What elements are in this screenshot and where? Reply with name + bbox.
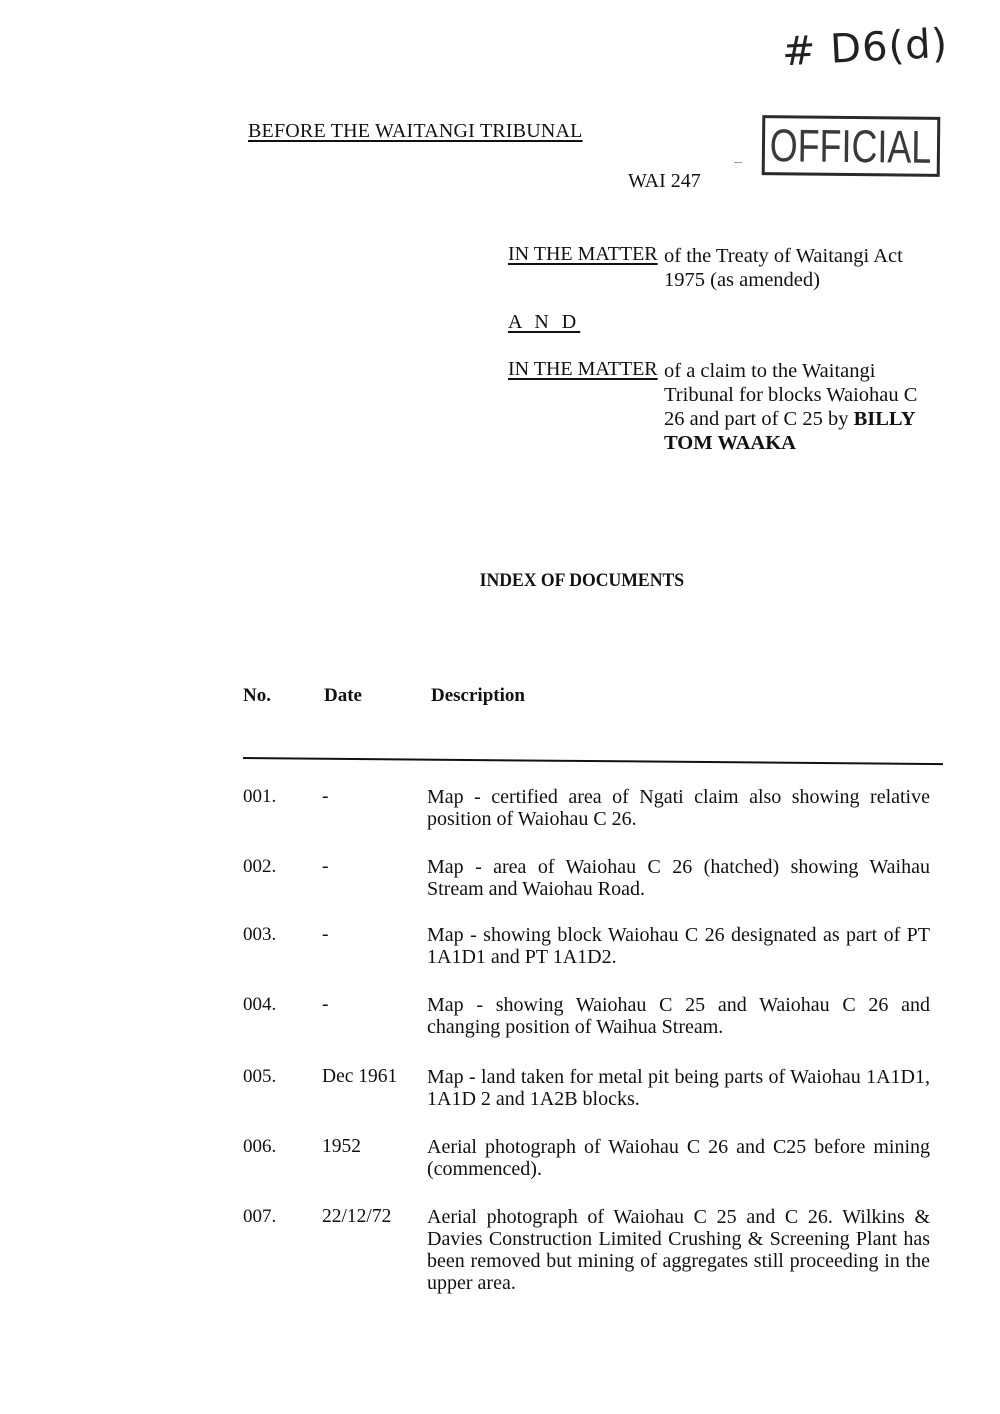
row-date: - [322, 994, 329, 1015]
official-stamp [762, 115, 941, 177]
row-description: Map - area of Waiohau C 26 (hatched) showing Waihau Stream and Waiohau Road. [427, 856, 930, 900]
header-separator-rule [243, 757, 943, 765]
row-description: Map - showing Waiohau C 25 and Waiohau C 26 and changing position of Waihua Stream. [427, 994, 930, 1038]
row-number: 007. [243, 1206, 277, 1227]
column-header-no: No. [243, 685, 271, 706]
claimant-name: BILLY TOM WAAKA [664, 408, 915, 454]
stray-mark [734, 162, 742, 163]
row-number: 005. [243, 1066, 277, 1087]
matter-text-1: of the Treaty of Waitangi Act 1975 (as amended) [664, 245, 903, 291]
matter-label-1: IN THE MATTER [508, 243, 658, 265]
row-description: Map - land taken for metal pit being parts of Waiohau 1A1D1, 1A1D 2 and 1A2B blocks. [427, 1066, 930, 1110]
matter-text-2 [664, 359, 924, 455]
row-date: - [322, 786, 329, 807]
column-header-description: Description [431, 685, 525, 706]
handwritten-document-reference: # D6(d) [780, 20, 950, 76]
matter-text-2-body: of a claim to the Waitangi Tribunal for blocks Waiohau C 26 and part of C 25 by [664, 360, 918, 430]
row-number: 002. [243, 856, 277, 877]
row-description: Aerial photograph of Waiohau C 25 and C 26. Wilkins & Davies Construction Limited Crushing & Screening Plant has been removed but mining of aggregates still proceeding in the upper area. [427, 1206, 930, 1294]
row-number: 004. [243, 994, 277, 1015]
index-heading: INDEX OF DOCUMENTS [479, 570, 685, 591]
row-date: - [322, 856, 329, 877]
row-description: Aerial photograph of Waiohau C 26 and C25 before mining (commenced). [427, 1136, 930, 1180]
row-description: Map - certified area of Ngati claim also showing relative position of Waiohau C 26. [427, 786, 930, 830]
row-number: 001. [243, 786, 277, 807]
row-number: 003. [243, 924, 277, 945]
row-date: 22/12/72 [322, 1206, 392, 1227]
row-description: Map - showing block Waiohau C 26 designated as part of PT 1A1D1 and PT 1A1D2. [427, 924, 930, 968]
row-date: Dec 1961 [322, 1066, 398, 1087]
and-label: A N D [508, 311, 581, 333]
matter-label-2: IN THE MATTER [508, 358, 658, 380]
row-date: 1952 [322, 1136, 361, 1157]
tribunal-title: BEFORE THE WAITANGI TRIBUNAL [248, 120, 583, 142]
row-number: 006. [243, 1136, 277, 1157]
official-stamp-text: OFFICIAL [769, 119, 933, 173]
row-date: - [322, 924, 329, 945]
column-header-date: Date [324, 685, 362, 706]
wai-reference-number: WAI 247 [628, 170, 701, 192]
